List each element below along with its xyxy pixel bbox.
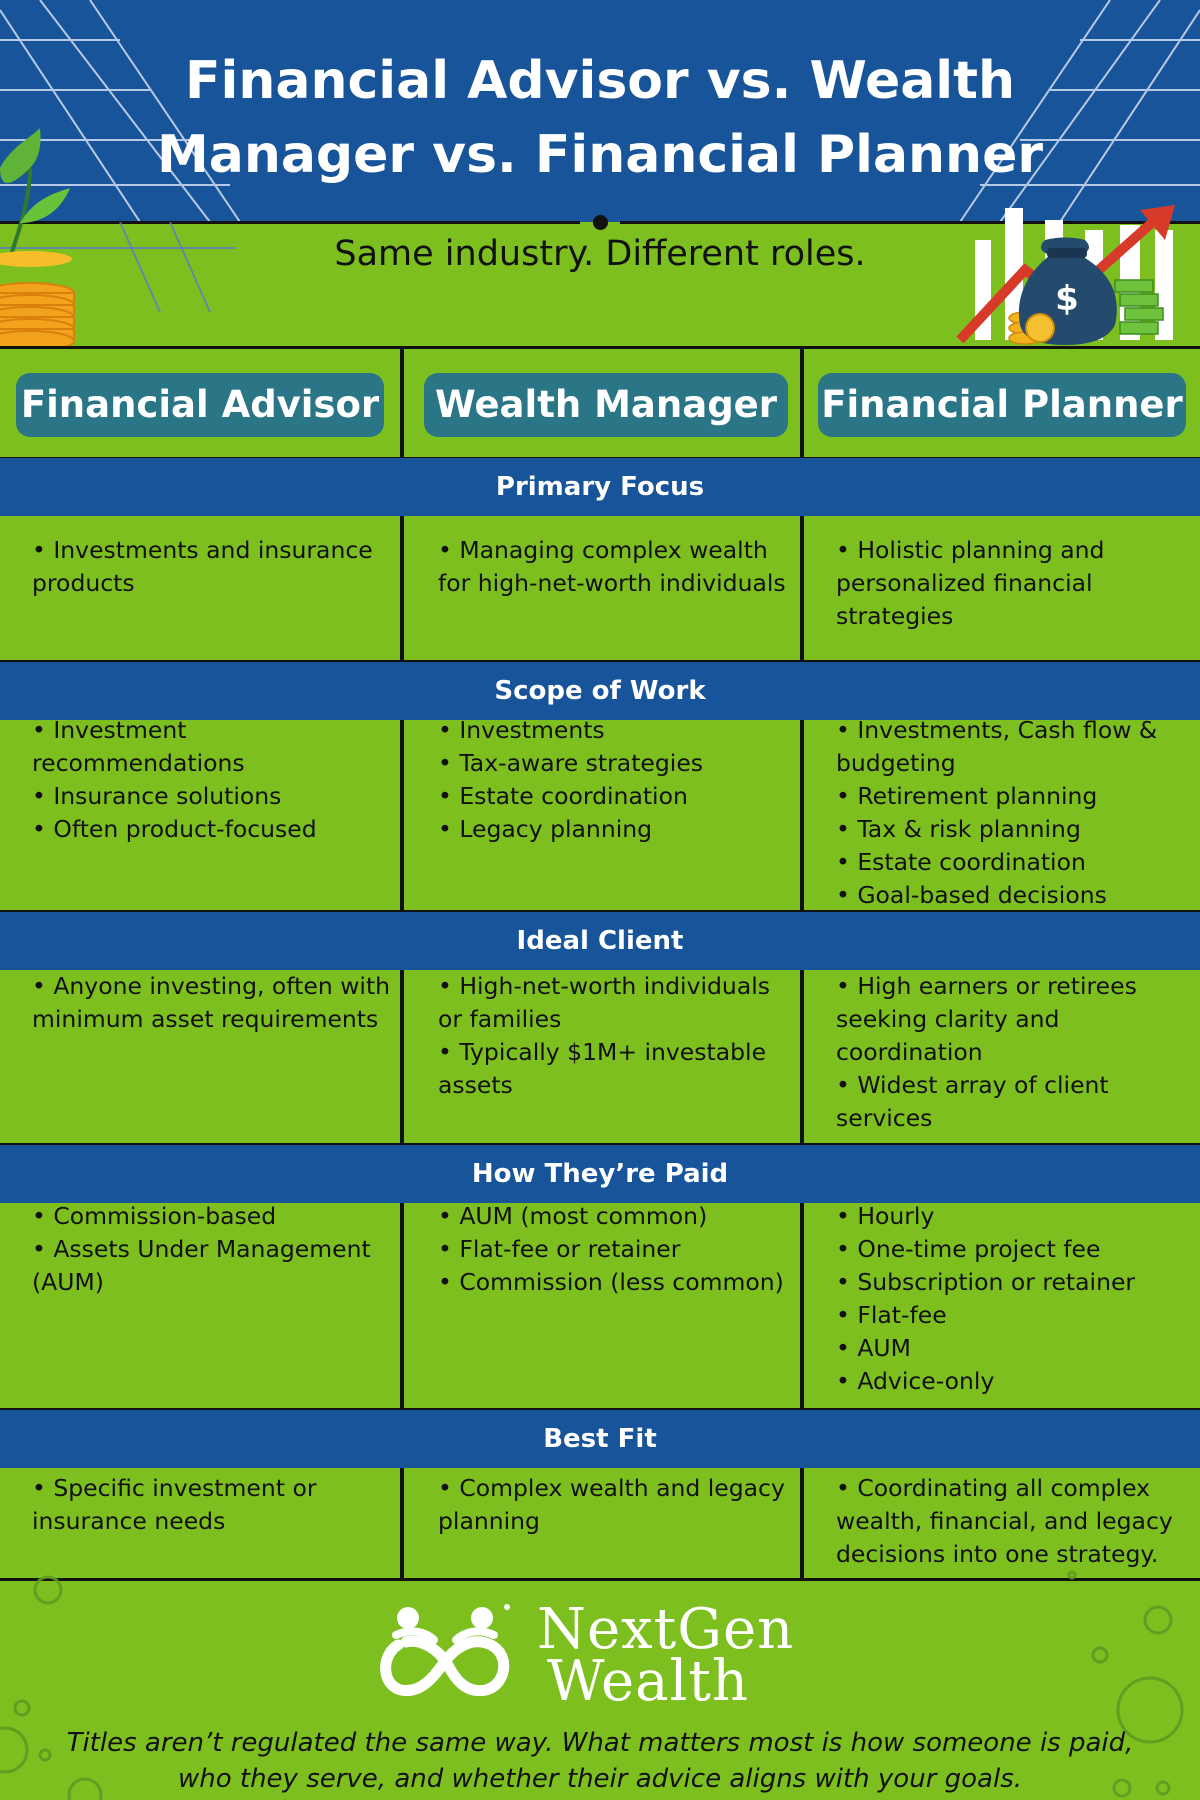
footer-line-2: who they serve, and whether their advice aligns with your goals. [177,1764,1023,1794]
list-item: • AUM [836,1334,911,1362]
list-item: • Investments, Cash flow & budgeting [836,716,1158,777]
column-divider [800,1203,804,1410]
list-item: • Legacy planning [438,815,653,843]
list-item: • Tax-aware strategies [438,749,704,777]
header-banner [0,0,1200,222]
list-item: • Investment recommendations [32,716,245,777]
column-divider [400,720,404,912]
list-item: • AUM (most common) [438,1202,708,1230]
cell-manager-paid [438,1200,790,1299]
section-title-best-fit: Best Fit [0,1410,1200,1468]
page-title [120,44,1080,192]
list-item: • Estate coordination [836,848,1086,876]
list-item: • Investments [438,716,605,744]
list-item: • Coordinating all complex wealth, financial, and legacy decisions into one strategy. [836,1474,1173,1568]
column-divider [800,516,804,661]
list-item: • Specific investment or insurance needs [32,1474,317,1535]
column-divider [400,970,404,1145]
cell-advisor-scope [32,714,392,846]
nextgen-logo-icon [376,1600,516,1712]
section-title-ideal-client: Ideal Client [0,912,1200,970]
subtitle: Same industry. Different roles. [334,234,866,274]
column-header-financial-planner: Financial Planner [818,373,1186,437]
cell-advisor-paid [32,1200,392,1299]
section-title-primary-focus: Primary Focus [0,458,1200,516]
column-headers-row [0,346,1200,460]
list-item: • Widest array of client services [836,1071,1109,1132]
title-line-2: Manager vs. Financial Planner [156,125,1043,185]
cell-advisor-ideal-client [32,970,392,1036]
list-item: • Advice-only [836,1367,995,1395]
list-item: • Tax & risk planning [836,815,1081,843]
column-divider [800,1468,804,1580]
list-item: • Investments and insurance products [32,536,373,597]
column-divider [400,346,404,460]
cell-planner-primary-focus [836,534,1186,633]
column-divider [400,516,404,661]
column-divider [800,346,804,460]
list-item: • Managing complex wealth for high-net-worth individuals [438,536,786,597]
list-item: • Goal-based decisions [836,881,1107,909]
list-item: • Complex wealth and legacy planning [438,1474,785,1535]
list-item: • Assets Under Management (AUM) [32,1235,371,1296]
list-item: • Flat-fee [836,1301,947,1329]
cell-planner-best-fit [836,1472,1190,1571]
list-item: • One-time project fee [836,1235,1101,1263]
brand-name-line-1: NextGen [537,1597,795,1662]
list-item: • Subscription or retainer [836,1268,1136,1296]
list-item: • Flat-fee or retainer [438,1235,681,1263]
list-item: • Anyone investing, often with minimum asset requirements [32,972,391,1033]
column-divider [400,1203,404,1410]
cell-planner-paid [836,1200,1186,1398]
list-item: • Often product-focused [32,815,317,843]
cell-manager-best-fit [438,1472,790,1538]
column-divider [800,970,804,1145]
column-header-wealth-manager: Wealth Manager [424,373,788,437]
svg-text:$: $ [1055,279,1079,319]
cell-planner-scope [836,714,1186,912]
section-title-how-paid: How They’re Paid [0,1145,1200,1203]
column-header-financial-advisor: Financial Advisor [16,373,384,437]
brand-name-line-2: Wealth [547,1649,749,1714]
cell-manager-ideal-client [438,970,790,1102]
list-item: • Hourly [836,1202,935,1230]
list-item: • High-net-worth individuals or families [438,972,770,1033]
column-divider [400,1468,404,1580]
cell-advisor-primary-focus [32,534,392,600]
list-item: • Insurance solutions [32,782,282,810]
nextgen-wealth-logo [376,1597,826,1714]
list-item: • Holistic planning and personalized financial strategies [836,536,1105,630]
footer-note [40,1725,1160,1797]
list-item: • Estate coordination [438,782,688,810]
list-item: • Typically $1M+ investable assets [438,1038,767,1099]
cell-manager-primary-focus [438,534,790,600]
section-title-scope-of-work: Scope of Work [0,662,1200,720]
list-item: • Commission-based [32,1202,277,1230]
footer-line-1: Titles aren’t regulated the same way. What matters most is how someone is paid, [66,1728,1134,1758]
cell-manager-scope [438,714,790,846]
column-divider [800,720,804,912]
list-item: • Commission (less common) [438,1268,784,1296]
cell-planner-ideal-client [836,970,1186,1135]
cell-advisor-best-fit [32,1472,392,1538]
title-line-1: Financial Advisor vs. Wealth [184,51,1016,111]
list-item: • Retirement planning [836,782,1098,810]
list-item: • High earners or retirees seeking clarity and coordination [836,972,1137,1066]
